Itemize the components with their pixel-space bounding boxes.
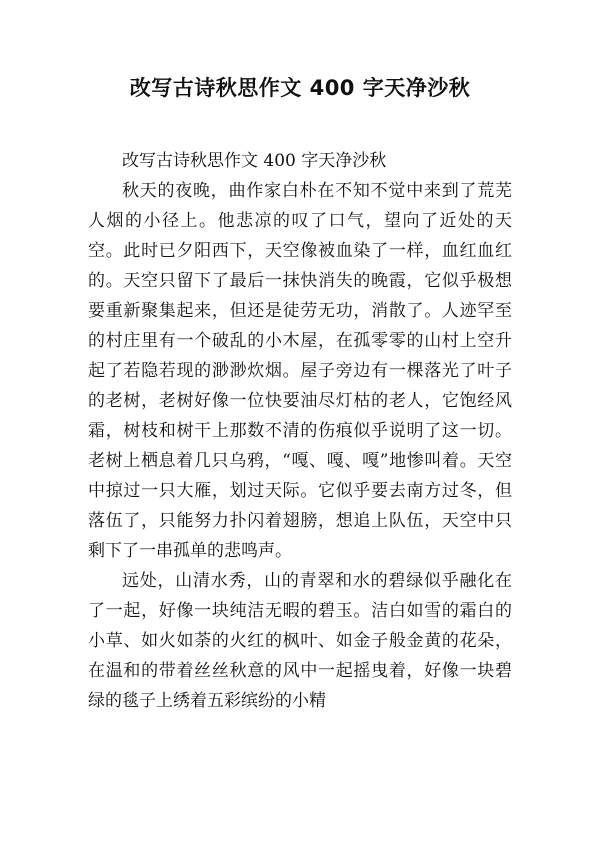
document-title: 改写古诗秋思作文 400 字天净沙秋 bbox=[129, 76, 471, 100]
body-paragraph-subtitle: 改写古诗秋思作文 400 字天净沙秋 bbox=[122, 151, 387, 171]
document-body bbox=[88, 146, 512, 716]
body-paragraph: 远处，山清水秀，山的青翠和水的碧绿似乎融化在了一起，好像一块纯洁无暇的碧玉。洁白如雪的霜白的小草、如火如荼的火红的枫叶、如金子般金黄的花朵，在温和的带着丝丝秋意的风中一起摇曳着，好像一块碧绿的毯子上绣着五彩缤纷的小精 bbox=[88, 571, 512, 711]
body-paragraph: 秋天的夜晚，曲作家白朴在不知不觉中来到了荒芜人烟的小径上。他悲凉的叹了口气，望向了近处的天空。此时已夕阳西下，天空像被血染了一样，血红血红的。天空只留下了最后一抹快消失的晚霞，它似乎极想要重新聚集起来，但还是徒劳无功，消散了。人迹罕至的村庄里有一个破乱的小木屋，在孤零零的山村上空升起了若隐若现的渺渺炊烟。屋子旁边有一棵落光了叶子的老树，老树好像一位快要油尽灯枯的老人，它饱经风霜，树枝和树干上那数不清的伤痕似乎说明了这一切。老树上栖息着几只乌鸦，“嘎、嘎、嘎”地惨叫着。天空中掠过一只大雁，划过天际。它似乎要去南方过冬，但落伍了，只能努力扑闪着翅膀，想追上队伍，天空中只剩下了一串孤单的悲鸣声。 bbox=[88, 181, 512, 561]
